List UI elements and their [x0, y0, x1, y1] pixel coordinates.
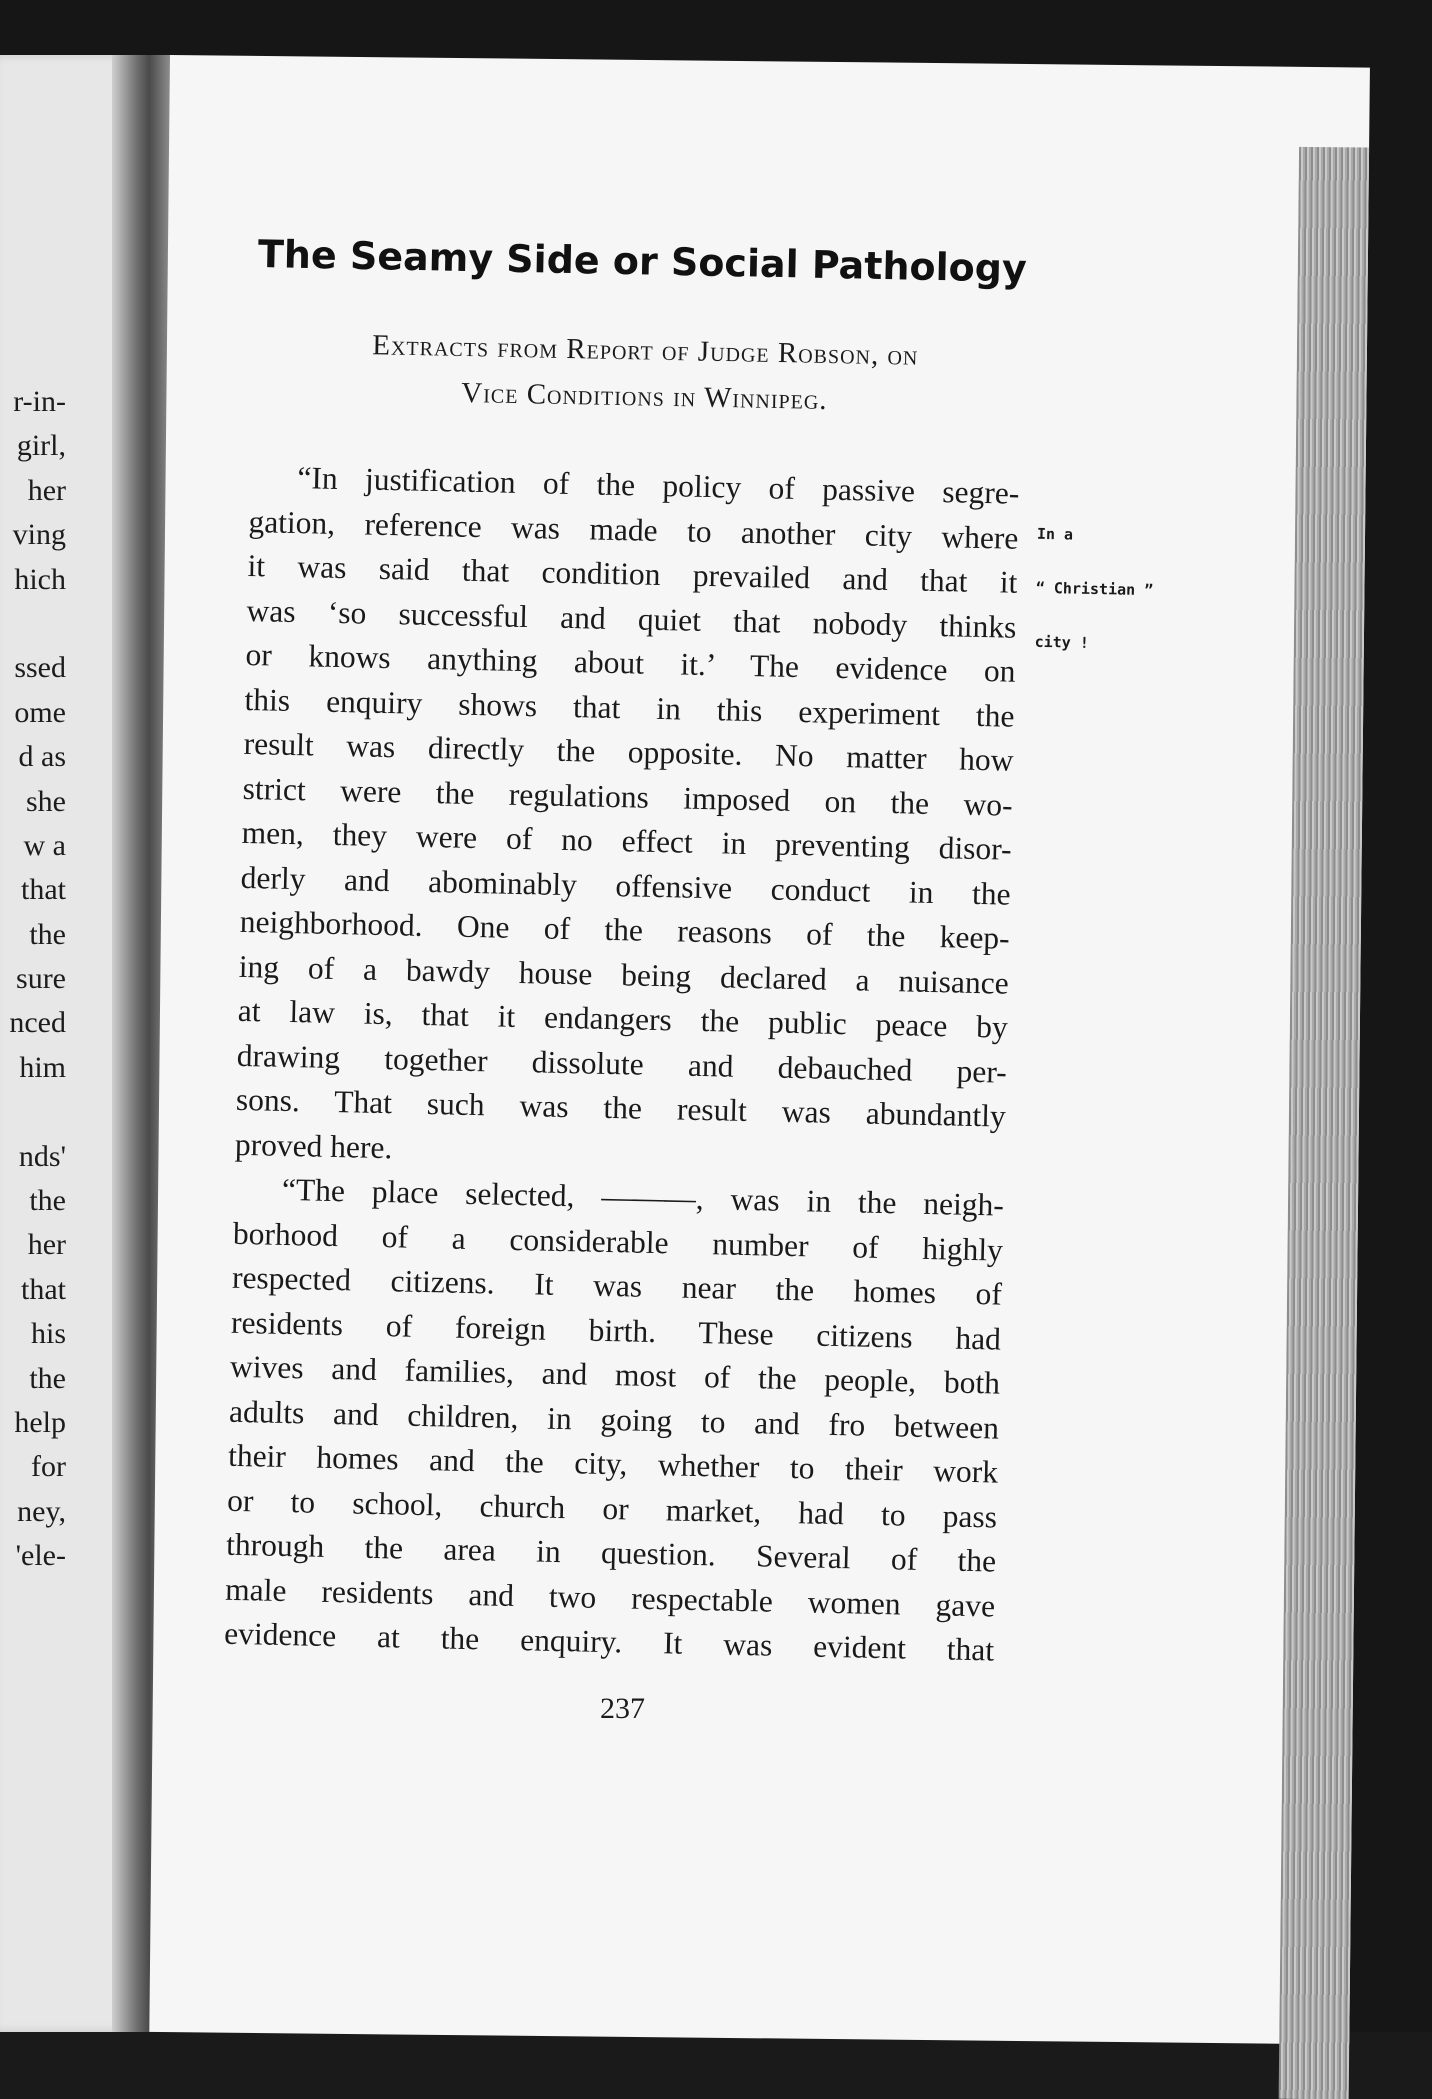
left-line: r-in- [13, 385, 66, 418]
subtitle-line-1: Extracts from Report of Judge Robson, on [372, 329, 919, 372]
body-line: gation, reference was made to another city where [248, 503, 1019, 556]
margin-note-line: “ Christian ” [1035, 578, 1154, 600]
body-line: borhood of a considerable number of highly [232, 1215, 1004, 1268]
left-gap [0, 602, 66, 646]
body-line: their homes and the city, whether to their work [227, 1437, 999, 1490]
body-line: wives and families, and most of the people, both [229, 1348, 1001, 1401]
left-line: the [29, 917, 66, 951]
body-line: drawing together dissolute and debauched per- [236, 1037, 1008, 1090]
left-line: sure [16, 962, 66, 996]
left-line: that [21, 1272, 66, 1306]
left-line: nds' [18, 1139, 66, 1173]
subtitle-line-2: Vice Conditions in Winnipeg. [461, 376, 828, 416]
left-line: girl, [16, 429, 66, 463]
body-line: ing of a bawdy house being declared a nuisance [238, 948, 1010, 1001]
left-line: help [14, 1405, 66, 1439]
body-line: or knows anything about it.’ The evidence on [245, 636, 1016, 689]
body-line: derly and abominably offensive conduct in the [240, 859, 1011, 912]
left-line: her [27, 473, 66, 507]
left-gap [0, 1090, 66, 1134]
body-line: through the area in question. Several of the [225, 1526, 997, 1579]
body-line: men, they were of no effect in preventing disor- [241, 814, 1012, 867]
left-line: him [19, 1050, 66, 1084]
body-line: adults and children, in going to and fro between [228, 1393, 1000, 1446]
body-line: proved here. [234, 1126, 393, 1165]
body-line: at law is, that it endangers the public peace by [237, 992, 1009, 1045]
body-line: strict were the regulations imposed on the wo- [242, 770, 1013, 823]
body-line: result was directly the opposite. No matter how [243, 725, 1014, 778]
body-line: this enquiry shows that in this experiment the [244, 681, 1015, 734]
page-subtitle [254, 320, 1036, 427]
margin-note [1034, 489, 1155, 671]
left-line: his [30, 1317, 66, 1351]
body-line: male residents and two respectable women gave [224, 1571, 996, 1624]
left-line: 'ele- [15, 1539, 66, 1573]
left-line: the [29, 1361, 66, 1395]
body-line: was ‘so successful and quiet that nobody thinks [246, 592, 1017, 645]
left-line: her [27, 1228, 66, 1262]
body-line: it was said that condition prevailed and that it [247, 547, 1018, 600]
left-line: the [29, 1184, 66, 1218]
body-line: “In justification of the policy of passive segre- [297, 460, 1020, 511]
left-page-text [0, 380, 66, 1579]
page-number: 237 [600, 1692, 645, 1725]
margin-note-line: In a [1036, 524, 1074, 544]
body-line: neighborhood. One of the reasons of the keep- [239, 903, 1011, 956]
body-line: evidence at the enquiry. It was evident that [223, 1615, 995, 1668]
left-line: ney, [17, 1494, 66, 1528]
left-line: for [31, 1450, 66, 1484]
left-line: nced [9, 1006, 66, 1040]
left-line: hich [14, 562, 66, 596]
left-line: d as [18, 740, 66, 774]
body-line: “The place selected, ———, was in the neigh- [281, 1171, 1005, 1223]
left-line: w a [23, 828, 66, 862]
margin-note-line: city ! [1034, 632, 1090, 652]
left-line: ome [14, 695, 66, 729]
left-line: ving [12, 518, 66, 552]
body-line: respected citizens. It was near the homes of [231, 1259, 1003, 1312]
left-line: ssed [14, 651, 66, 685]
body-text [224, 455, 1020, 1673]
left-line: she [26, 784, 66, 818]
body-line: or to school, church or market, had to pass [226, 1482, 998, 1535]
body-line: residents of foreign birth. These citizens had [230, 1304, 1002, 1357]
left-line: that [21, 873, 66, 907]
page-title: The Seamy Side or Social Pathology [257, 232, 1028, 291]
body-line: sons. That such was the result was abundantly [235, 1081, 1007, 1134]
